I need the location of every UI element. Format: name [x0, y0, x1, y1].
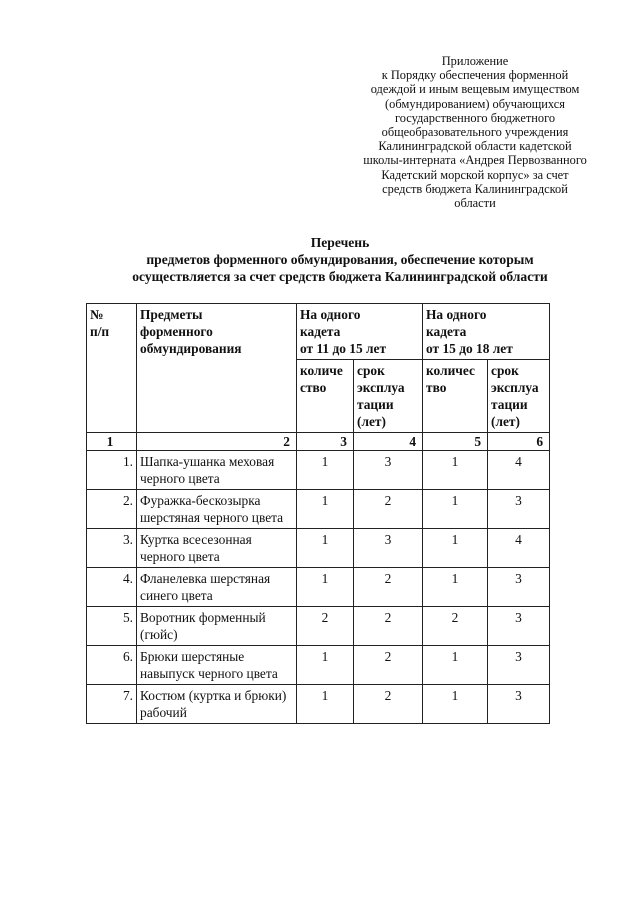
cell-t2: 4	[488, 451, 550, 490]
title-line: предметов форменного обмундирования, обеспечение которым	[146, 252, 534, 267]
cell-name: Куртка всесезонная черного цвета	[137, 529, 297, 568]
cell-t1: 2	[354, 568, 423, 607]
table-row	[87, 607, 550, 646]
cell-q1: 1	[297, 685, 354, 724]
cell-name: Шапка-ушанка меховая черного цвета	[137, 451, 297, 490]
column-number: 1	[87, 433, 137, 451]
table-row	[87, 529, 550, 568]
annex-line: области	[454, 196, 496, 211]
cell-q2: 2	[423, 607, 488, 646]
header-term-2: срок эксплуа тации (лет)	[488, 360, 550, 433]
header-age-15-18: На одного кадета от 15 до 18 лет	[423, 304, 550, 360]
cell-t2: 3	[488, 607, 550, 646]
cell-q2: 1	[423, 685, 488, 724]
cell-t1: 2	[354, 685, 423, 724]
column-number: 6	[488, 433, 550, 451]
annex-line: средств бюджета Калининградской	[382, 181, 568, 196]
cell-q2: 1	[423, 451, 488, 490]
document-title	[90, 234, 590, 285]
column-numbers-row	[87, 433, 550, 451]
header-number: № п/п	[87, 304, 137, 433]
annex-block	[350, 54, 600, 210]
cell-name: Костюм (куртка и брюки) рабочий	[137, 685, 297, 724]
cell-num: 5.	[87, 607, 137, 646]
table-body	[87, 451, 550, 724]
cell-q2: 1	[423, 568, 488, 607]
table-header-row	[87, 304, 550, 360]
header-term-1: срок эксплуа тации (лет)	[354, 360, 423, 433]
cell-q1: 1	[297, 646, 354, 685]
cell-num: 6.	[87, 646, 137, 685]
column-number: 3	[297, 433, 354, 451]
cell-t1: 2	[354, 607, 423, 646]
annex-line: Кадетский морской корпус» за счет	[381, 167, 569, 182]
cell-name: Фланелевка шерстяная синего цвета	[137, 568, 297, 607]
cell-t1: 2	[354, 646, 423, 685]
cell-t1: 3	[354, 451, 423, 490]
annex-line: к Порядку обеспечения форменной	[381, 68, 569, 83]
annex-line: (обмундированием) обучающихся	[385, 96, 565, 111]
cell-q1: 2	[297, 607, 354, 646]
cell-num: 4.	[87, 568, 137, 607]
cell-q1: 1	[297, 568, 354, 607]
cell-q1: 1	[297, 490, 354, 529]
header-quantity-2: количес тво	[423, 360, 488, 433]
title-line: осуществляется за счет средств бюджета Калининградской области	[132, 269, 548, 284]
annex-line: Приложение	[441, 54, 509, 68]
cell-num: 3.	[87, 529, 137, 568]
cell-t1: 3	[354, 529, 423, 568]
cell-num: 2.	[87, 490, 137, 529]
column-number: 5	[423, 433, 488, 451]
cell-q2: 1	[423, 490, 488, 529]
cell-q1: 1	[297, 451, 354, 490]
cell-t2: 3	[488, 568, 550, 607]
header-quantity-1: количе ство	[297, 360, 354, 433]
annex-line: Калининградской области кадетской	[378, 139, 572, 154]
table-row	[87, 490, 550, 529]
cell-name: Брюки шерстяные навыпуск черного цвета	[137, 646, 297, 685]
cell-t2: 3	[488, 685, 550, 724]
table-row	[87, 685, 550, 724]
title-line: Перечень	[310, 235, 370, 250]
annex-line: государственного бюджетного	[394, 110, 556, 125]
header-age-11-15: На одного кадета от 11 до 15 лет	[297, 304, 423, 360]
table-row	[87, 646, 550, 685]
cell-name: Фуражка-бескозырка шерстяная черного цвета	[137, 490, 297, 529]
cell-t2: 3	[488, 646, 550, 685]
annex-line: одеждой и иным вещевым имуществом	[370, 82, 580, 97]
column-number: 4	[354, 433, 423, 451]
header-item: Предметы форменного обмундирования	[137, 304, 297, 433]
cell-q2: 1	[423, 646, 488, 685]
annex-line: школы-интерната «Андрея Первозванного	[363, 153, 587, 168]
cell-num: 7.	[87, 685, 137, 724]
cell-num: 1.	[87, 451, 137, 490]
column-number: 2	[137, 433, 297, 451]
cell-t2: 3	[488, 490, 550, 529]
cell-t1: 2	[354, 490, 423, 529]
annex-line: общеобразовательного учреждения	[381, 125, 569, 140]
table-row	[87, 451, 550, 490]
cell-q1: 1	[297, 529, 354, 568]
table-row	[87, 568, 550, 607]
cell-t2: 4	[488, 529, 550, 568]
cell-name: Воротник форменный (гюйс)	[137, 607, 297, 646]
cell-q2: 1	[423, 529, 488, 568]
uniform-items-table	[86, 303, 550, 724]
